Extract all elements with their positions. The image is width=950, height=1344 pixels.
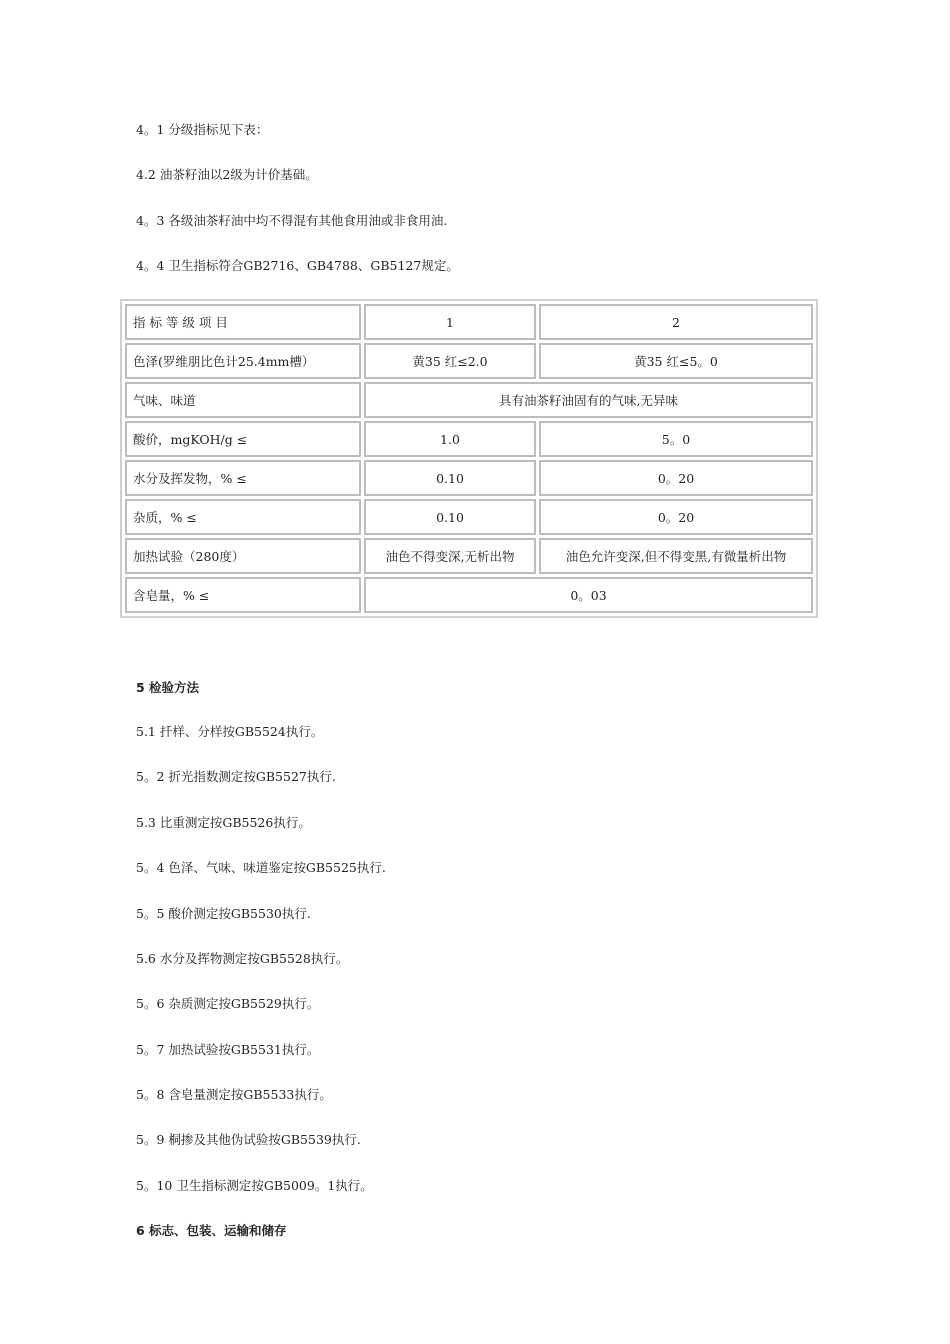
section-5-item: 5。8 含皂量测定按GB5533执行。: [136, 1087, 332, 1102]
row-grade-2: 油色允许变深,但不得变黑,有微量析出物: [539, 538, 813, 574]
row-item: 加热试验（280度）: [125, 538, 361, 574]
row-grade-1: 0.10: [364, 460, 536, 496]
section-5-item: 5.3 比重测定按GB5526执行。: [136, 815, 311, 830]
row-grade-2: 0。20: [539, 460, 813, 496]
intro-line-1: 4。1 分级指标见下表：: [136, 122, 269, 137]
grading-table: [120, 299, 818, 618]
row-grade-2: 5。0: [539, 421, 813, 457]
row-item: 气味、味道: [125, 382, 361, 418]
section-5-item: 5。2 折光指数测定按GB5527执行.: [136, 769, 336, 784]
section-5-item: 5。9 桐掺及其他伪试验按GB5539执行.: [136, 1132, 361, 1147]
section-5-item: 5。7 加热试验按GB5531执行。: [136, 1042, 320, 1057]
table-row: [125, 382, 813, 418]
table-row: [125, 577, 813, 613]
header-grade-2: 2: [539, 304, 813, 340]
section-5-item: 5。4 色泽、气味、味道鉴定按GB5525执行.: [136, 860, 386, 875]
intro-line-2: 4.2 油茶籽油以2级为计价基础。: [136, 167, 318, 182]
table-row: [125, 538, 813, 574]
header-item: 指 标 等 级 项 目: [125, 304, 361, 340]
row-grade-1: 黄35 红≤2.0: [364, 343, 536, 379]
section-5-item: 5.6 水分及挥物测定按GB5528执行。: [136, 951, 349, 966]
row-item: 水分及挥发物，% ≤: [125, 460, 361, 496]
row-grade-2: 黄35 红≤5。0: [539, 343, 813, 379]
section-5-item: 5。5 酸价测定按GB5530执行.: [136, 906, 311, 921]
section-5-item: 5。10 卫生指标测定按GB5009。1执行。: [136, 1178, 373, 1193]
intro-line-3: 4。3 各级油茶籽油中均不得混有其他食用油或非食用油.: [136, 213, 448, 228]
row-item: 酸价，mgKOH/g ≤: [125, 421, 361, 457]
row-item: 含皂量，% ≤: [125, 577, 361, 613]
row-item: 杂质，% ≤: [125, 499, 361, 535]
intro-line-4: 4。4 卫生指标符合GB2716、GB4788、GB5127规定。: [136, 258, 459, 273]
section-5-item: 5。6 杂质测定按GB5529执行。: [136, 996, 320, 1011]
row-merged-value: 具有油茶籽油固有的气味,无异味: [364, 382, 813, 418]
table-row: [125, 460, 813, 496]
table-row: [125, 421, 813, 457]
table-row: [125, 343, 813, 379]
section-6-heading: 6 标志、包装、运输和储存: [136, 1223, 287, 1238]
row-grade-1: 1.0: [364, 421, 536, 457]
table-header-row: [125, 304, 813, 340]
section-5-item: 5.1 扦样、分样按GB5524执行。: [136, 724, 324, 739]
row-grade-1: 0.10: [364, 499, 536, 535]
row-grade-2: 0。20: [539, 499, 813, 535]
header-grade-1: 1: [364, 304, 536, 340]
row-merged-value: 0。03: [364, 577, 813, 613]
row-item: 色泽(罗维朋比色计25.4mm槽）: [125, 343, 361, 379]
section-5-heading: 5 检验方法: [136, 680, 200, 695]
row-grade-1: 油色不得变深,无析出物: [364, 538, 536, 574]
table-row: [125, 499, 813, 535]
